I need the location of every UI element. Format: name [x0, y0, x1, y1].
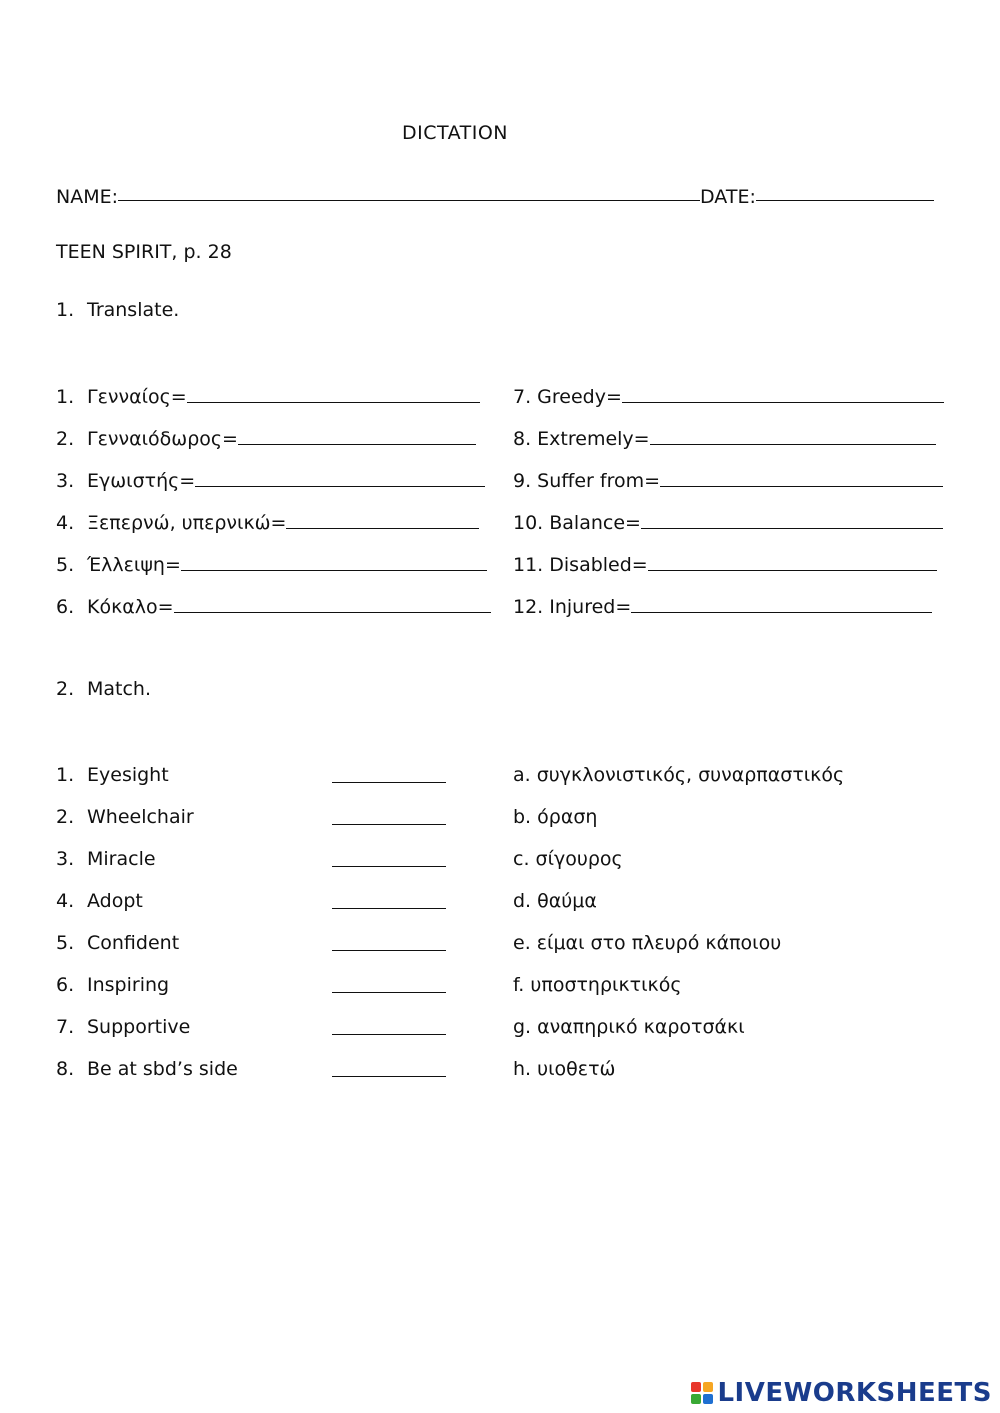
section-number: 2.	[56, 678, 75, 700]
term-text: Be at sbd’s side	[87, 1058, 238, 1080]
term-number: 5.	[56, 932, 75, 954]
name-field[interactable]	[118, 183, 700, 203]
item-text: 9. Suffer from=	[513, 470, 661, 492]
definition-item: g. αναπηρικό καροτσάκι	[513, 1016, 745, 1038]
term-text: Adopt	[87, 890, 143, 912]
date-label: DATE:	[700, 186, 756, 208]
logo-square	[691, 1394, 701, 1404]
item-text: Γενναίος=	[87, 386, 187, 408]
translate-item	[513, 595, 932, 619]
item-text: 8. Extremely=	[513, 428, 650, 450]
answer-blank[interactable]	[650, 427, 936, 447]
answer-blank[interactable]	[187, 385, 480, 405]
item-text: Εγωιστής=	[87, 470, 196, 492]
answer-blank[interactable]	[238, 427, 476, 447]
logo-text: LIVEWORKSHEETS	[717, 1378, 992, 1408]
section-translate-heading	[56, 299, 179, 321]
translate-item	[513, 469, 943, 493]
logo-mark-icon	[691, 1382, 713, 1404]
definition-item: c. σίγουρος	[513, 848, 623, 870]
item-text: Κόκαλο=	[87, 596, 174, 618]
answer-blank[interactable]	[181, 553, 487, 573]
answer-blank[interactable]	[174, 595, 491, 615]
answer-blank[interactable]	[195, 469, 485, 489]
worksheet-title: DICTATION	[401, 122, 509, 144]
definition-item: h. υιοθετώ	[513, 1058, 616, 1080]
definition-item: e. είμαι στο πλευρό κάποιου	[513, 932, 782, 954]
term-number: 6.	[56, 974, 75, 996]
match-answer-blank[interactable]	[332, 805, 446, 829]
definition-item: d. θαύμα	[513, 890, 597, 912]
definition-item: a. συγκλονιστικός, συναρπαστικός	[513, 764, 845, 786]
match-answer-blank[interactable]	[332, 763, 446, 787]
term-number: 3.	[56, 848, 75, 870]
match-answer-blank[interactable]	[332, 1015, 446, 1039]
translate-item	[513, 385, 944, 409]
item-number: 6.	[56, 596, 75, 618]
match-term-row	[56, 1015, 446, 1039]
match-answer-blank[interactable]	[332, 973, 446, 997]
term-number: 1.	[56, 764, 75, 786]
answer-blank[interactable]	[648, 553, 937, 573]
answer-blank[interactable]	[286, 511, 479, 531]
translate-right-list	[513, 385, 944, 619]
term-number: 2.	[56, 806, 75, 828]
term-text: Inspiring	[87, 974, 170, 996]
liveworksheets-logo	[691, 1378, 992, 1408]
translate-left-list	[56, 385, 491, 619]
item-text: Ξεπερνώ, υπερνικώ=	[87, 512, 287, 534]
item-text: 12. Injured=	[513, 596, 632, 618]
section-instruction: Match.	[87, 678, 152, 700]
section-number: 1.	[56, 299, 75, 321]
logo-square	[691, 1382, 701, 1392]
logo-square	[703, 1394, 713, 1404]
answer-blank[interactable]	[641, 511, 943, 531]
item-number: 1.	[56, 386, 75, 408]
translate-item	[56, 427, 476, 451]
match-answer-blank[interactable]	[332, 1057, 446, 1081]
section-match-heading	[56, 678, 151, 700]
item-text: Έλλειψη=	[87, 554, 181, 576]
answer-blank[interactable]	[631, 595, 932, 615]
item-number: 2.	[56, 428, 75, 450]
section-instruction: Translate.	[87, 299, 180, 321]
term-number: 8.	[56, 1058, 75, 1080]
translate-item	[56, 511, 479, 535]
item-text: 11. Disabled=	[513, 554, 648, 576]
term-number: 7.	[56, 1016, 75, 1038]
match-term-row	[56, 973, 446, 997]
translate-item	[56, 595, 491, 619]
match-term-row	[56, 889, 446, 913]
item-text: 10. Balance=	[513, 512, 641, 534]
definition-item: b. όραση	[513, 806, 598, 828]
item-number: 4.	[56, 512, 75, 534]
match-term-row	[56, 763, 446, 787]
item-number: 3.	[56, 470, 75, 492]
match-definitions-list	[513, 763, 844, 1081]
term-text: Wheelchair	[87, 806, 194, 828]
term-text: Confident	[87, 932, 180, 954]
match-terms-list	[56, 763, 446, 1081]
translate-item	[513, 553, 937, 577]
translate-item	[56, 469, 485, 493]
item-text: 7. Greedy=	[513, 386, 622, 408]
date-field[interactable]	[756, 183, 934, 203]
name-label: NAME:	[56, 186, 119, 208]
translate-item	[56, 385, 480, 409]
term-number: 4.	[56, 890, 75, 912]
definition-item: f. υποστηρικτικός	[513, 974, 682, 996]
translate-item	[513, 427, 936, 451]
answer-blank[interactable]	[660, 469, 943, 489]
match-term-row	[56, 1057, 446, 1081]
item-number: 5.	[56, 554, 75, 576]
match-term-row	[56, 931, 446, 955]
match-term-row	[56, 805, 446, 829]
worksheet-subtitle: TEEN SPIRIT, p. 28	[56, 241, 232, 263]
match-answer-blank[interactable]	[332, 847, 446, 871]
translate-item	[513, 511, 943, 535]
translate-item	[56, 553, 487, 577]
answer-blank[interactable]	[622, 385, 944, 405]
term-text: Supportive	[87, 1016, 191, 1038]
item-text: Γενναιόδωρος=	[87, 428, 238, 450]
term-text: Miracle	[87, 848, 156, 870]
match-term-row	[56, 847, 446, 871]
match-answer-blank[interactable]	[332, 931, 446, 955]
logo-square	[703, 1382, 713, 1392]
match-answer-blank[interactable]	[332, 889, 446, 913]
name-date-line	[56, 183, 934, 208]
term-text: Eyesight	[87, 764, 169, 786]
